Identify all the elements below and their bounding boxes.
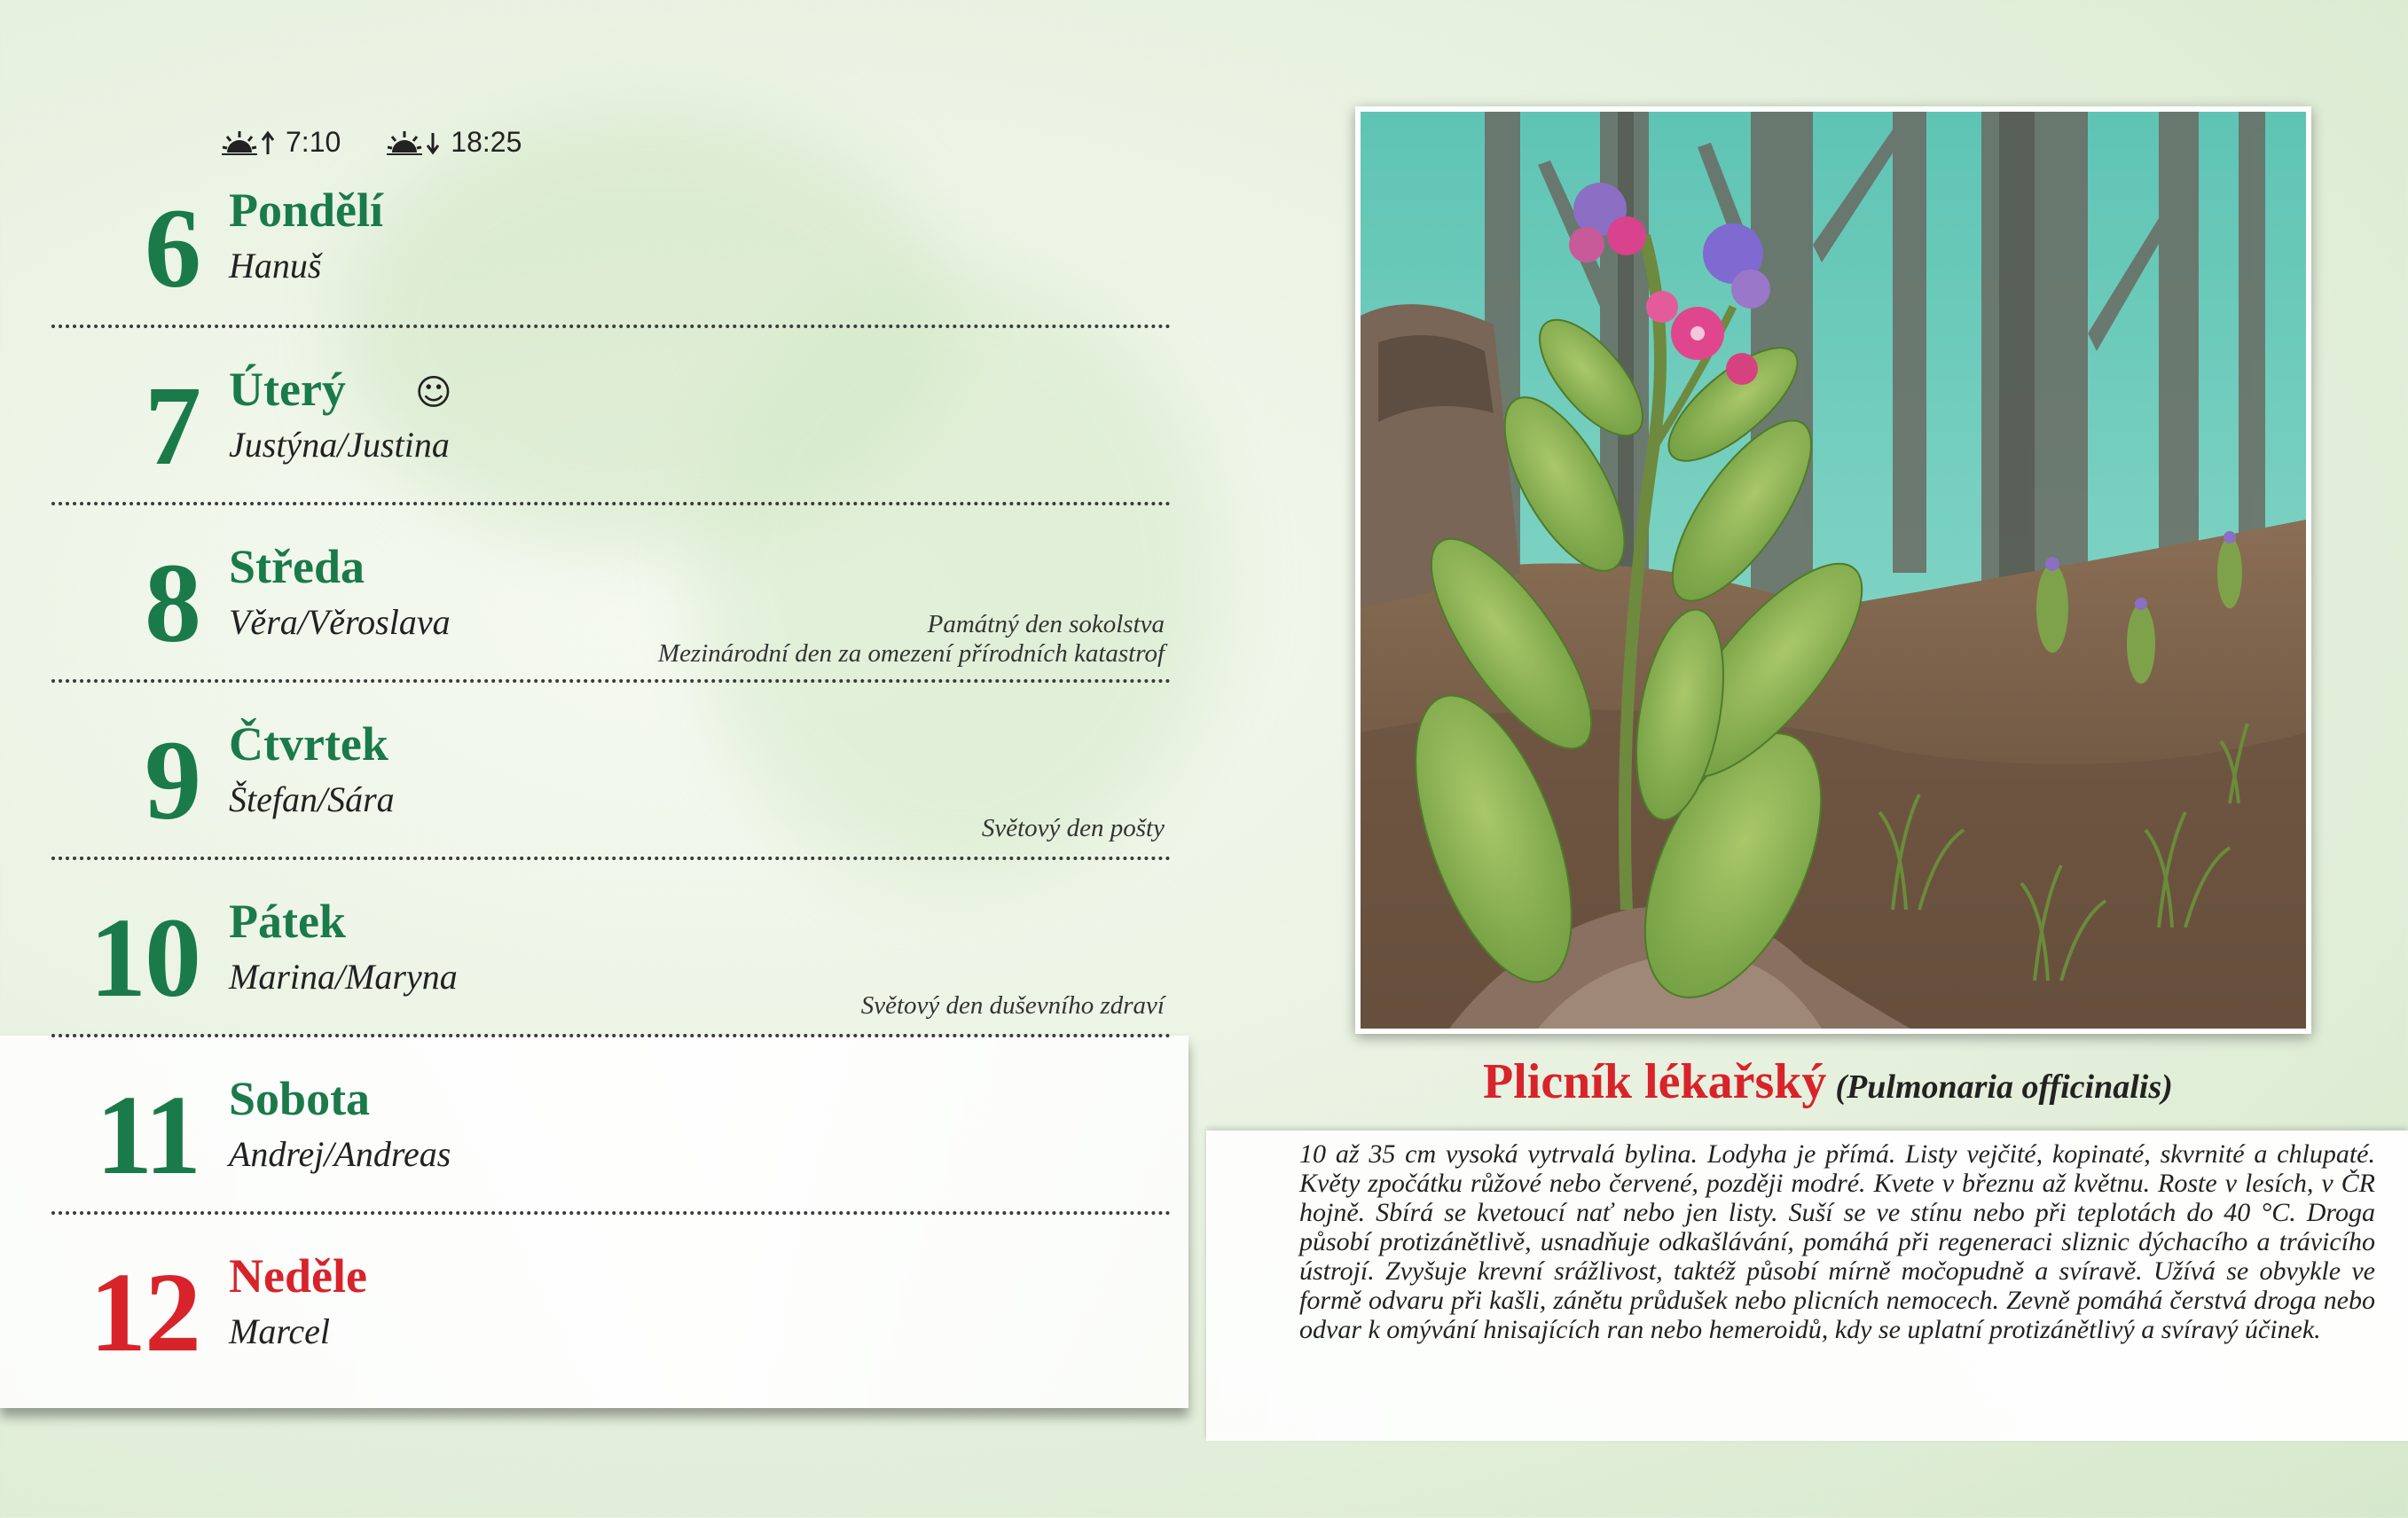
plant-illustration <box>1355 106 2311 1034</box>
day-events <box>861 991 1165 1021</box>
day-row-7 <box>0 351 1175 502</box>
day-events <box>658 610 1165 669</box>
day-number: 10 <box>90 895 200 1021</box>
nameday: Věra/Věroslava <box>229 602 451 642</box>
nameday: Štefan/Sára <box>229 779 395 819</box>
smiley-icon: ☺ <box>415 372 452 413</box>
nameday: Hanuš <box>229 246 322 286</box>
plant-name: Plicník lékařský <box>1483 1054 1827 1109</box>
day-row-6 <box>0 174 1175 325</box>
day-number: 11 <box>96 1072 200 1198</box>
day-name: Úterý <box>229 363 346 416</box>
sunrise <box>222 126 341 159</box>
day-row-9 <box>0 706 1175 857</box>
day-name: Pondělí <box>229 184 384 237</box>
sunrise-time: 7:10 <box>286 126 341 158</box>
day-number: 8 <box>145 540 200 666</box>
day-name: Středa <box>229 540 365 593</box>
day-row-10 <box>0 883 1175 1034</box>
sunset-time: 18:25 <box>451 126 522 158</box>
day-events <box>982 814 1165 843</box>
plant-illustration-image <box>1361 112 2306 1029</box>
day-divider <box>51 325 1171 328</box>
nameday: Andrej/Andreas <box>229 1134 451 1174</box>
day-row-11 <box>0 1060 1175 1211</box>
day-number: 12 <box>90 1249 200 1375</box>
event-text: Světový den duševního zdraví <box>860 991 1165 1020</box>
day-name: Pátek <box>229 895 346 948</box>
sunset <box>387 126 522 159</box>
sun-times <box>222 126 553 159</box>
day-name: Čtvrtek <box>229 717 388 771</box>
day-divider <box>51 1211 1171 1215</box>
nameday: Justýna/Justina <box>229 425 450 465</box>
day-row-12 <box>0 1238 1175 1389</box>
nameday: Marcel <box>229 1311 331 1351</box>
day-number: 7 <box>145 363 200 489</box>
day-name: Sobota <box>229 1072 371 1125</box>
event-text: Světový den pošty <box>981 814 1165 842</box>
event-text: Mezinárodní den za omezení přírodních katastrof <box>657 639 1165 668</box>
plant-title <box>1483 1053 2173 1110</box>
day-divider <box>51 857 1171 860</box>
day-row-8 <box>0 528 1175 679</box>
sunset-icon <box>387 128 443 158</box>
day-divider <box>51 679 1171 683</box>
event-text: Památný den sokolstva <box>927 610 1165 638</box>
day-number: 6 <box>145 185 200 311</box>
plant-description: 10 až 35 cm vysoká vytrvalá bylina. Lodyha je přímá. Listy vejčité, kopinaté, skvrnité a chlupaté. Květy zpočátku růžové nebo červené, později modré. Kvete v březnu až květnu. Roste v lesích, v ČR hojně. Sbírá se kvetoucí nať nebo jen listy. Suší se ve stínu nebo při teplotách do 40 °C. Droga působí protizánětlivě, usnadňuje odkašlávání, pomáhá při regeneraci sliznic dýchacího a trávicího ústrojí. Zvyšuje krevní srážlivost, taktéž působí mírně močopudně a svíravě. Užívá se obvykle ve formě odvaru při kašli, zánětu průdušek nebo plicních nemocech. Zevně pomáhá čerstvá droga nebo odvar k omývání hnisajících ran nebo hemeroidů, kdy se uplatní protizánětlivý a svíravý účinek. <box>1299 1139 2375 1344</box>
day-name: Neděle <box>229 1249 367 1303</box>
sunrise-icon <box>222 128 278 158</box>
nameday: Marina/Maryna <box>229 957 458 997</box>
day-divider <box>51 502 1171 505</box>
day-number: 9 <box>145 717 200 843</box>
day-divider <box>51 1034 1171 1037</box>
plant-latin-name: (Pulmonaria officinalis) <box>1835 1068 2173 1106</box>
